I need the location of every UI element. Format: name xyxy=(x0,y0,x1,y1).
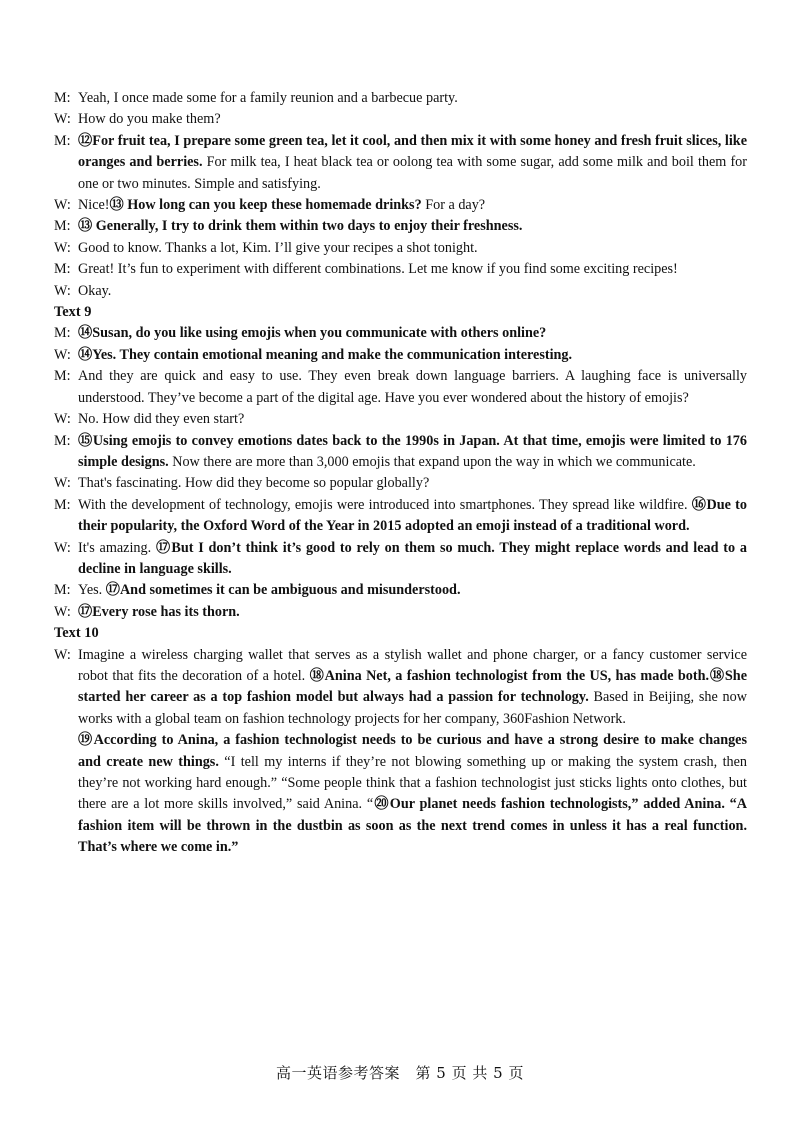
dialogue-text: With the development of technology, emojis were introduced into smartphones. They spread like wildfire. xyxy=(78,496,692,513)
speaker-label: W: xyxy=(54,411,71,428)
speaker-label: M: xyxy=(54,132,71,149)
dialogue-line xyxy=(54,131,747,195)
dialogue-text: And they are quick and easy to use. They even break down language barriers. A laughing face is universally understood. They’ve become a part of the digital age. Have you ever wondered about the history of emojis? xyxy=(78,368,747,406)
dialogue-text: For a day? xyxy=(421,197,486,214)
dialogue-text: Okay. xyxy=(78,282,112,299)
dialogue-line xyxy=(54,281,747,302)
section-heading: Text 9 xyxy=(54,304,92,321)
dialogue-line xyxy=(54,495,747,538)
dialogue-text: For milk tea, I heat black tea or oolong tea with some sugar, add some milk and boil them for one or two minutes. Simple and satisfying. xyxy=(78,154,747,192)
dialogue-text: That's fascinating. How did they become so popular globally? xyxy=(78,475,430,492)
dialogue-line xyxy=(54,538,747,581)
speaker-label: M: xyxy=(54,496,71,513)
speaker-label: M: xyxy=(54,325,71,342)
speaker-label: M: xyxy=(54,90,71,106)
dialogue-line xyxy=(54,431,747,474)
answer-key-text: ⑲According to Anina, a fashion technologist needs to be curious and have a strong desire to make changes and create new things. xyxy=(78,732,747,770)
dialogue-line xyxy=(54,88,747,109)
dialogue-line xyxy=(54,323,747,344)
dialogue-line xyxy=(54,409,747,430)
dialogue-text: How do you make them? xyxy=(78,111,221,128)
section-heading: Text 10 xyxy=(54,625,99,642)
answer-key-text: ⑯Due to their popularity, the Oxford Word of the Year in 2015 adopted an emoji instead of a traditional word. xyxy=(78,496,747,535)
speaker-label: W: xyxy=(54,603,71,620)
dialogue-line xyxy=(54,580,747,601)
dialogue-line xyxy=(54,602,747,623)
answer-key-text: ⑰But I don’t think it’s good to rely on them so much. They might replace words and lead to a decline in language skills. xyxy=(78,539,747,577)
dialogue-text: Now there are more than 3,000 emojis that expand upon the way in which we communicate. xyxy=(168,453,696,470)
speaker-label: M: xyxy=(54,261,71,278)
speaker-label: M: xyxy=(54,582,71,599)
page-footer: 高一英语参考答案 第 5 页 共 5 页 xyxy=(276,1064,524,1082)
answer-key-text: ⑫For fruit tea, I prepare some green tea, let it cool, and then mix it with some honey and fresh fruit slices, like oranges and berries. xyxy=(78,132,747,171)
answer-transcript xyxy=(54,88,747,859)
speaker-label: W: xyxy=(54,646,71,663)
dialogue-text: Good to know. Thanks a lot, Kim. I’ll give your recipes a shot tonight. xyxy=(78,239,478,256)
speaker-label: M: xyxy=(54,218,71,235)
dialogue-line xyxy=(54,345,747,366)
answer-key-text: ⑱Anina Net, a fashion technologist from the US, has made both.⑱She started her career as a top fashion model but always had a passion for technology. xyxy=(78,667,747,706)
speaker-label: W: xyxy=(54,475,71,492)
dialogue-text: Based in Beijing, she now works with a global team on fashion technology projects for her company, 360Fashion Network. xyxy=(78,689,747,727)
dialogue-text: Yes. xyxy=(78,582,106,599)
answer-key-text: ⑭Yes. They contain emotional meaning and make the communication interesting. xyxy=(78,346,573,363)
answer-key-text: ⑰And sometimes it can be ambiguous and misunderstood. xyxy=(105,582,461,599)
answer-key-text: ⑮Using emojis to convey emotions dates back to the 1990s in Japan. At that time, emojis were limited to 176 simple designs. xyxy=(78,432,747,470)
dialogue-line xyxy=(54,473,747,494)
answer-key-text: ⑰Every rose has its thorn. xyxy=(78,603,240,620)
dialogue-text: It's amazing. xyxy=(78,539,156,556)
dialogue-line xyxy=(54,259,747,280)
dialogue-text: “I tell my interns if they’re not blowing something up or making the system crash, then they’re not working hard enough.” “Some people think that a fashion technologist just sticks lights onto clothes, but there are a lot more skills involved,” said Anina. “ xyxy=(78,753,747,813)
dialogue-text: Yeah, I once made some for a family reunion and a barbecue party. xyxy=(78,90,458,106)
answer-key-text: ⑬ How long can you keep these homemade drinks? xyxy=(109,197,422,214)
dialogue-line xyxy=(54,238,747,259)
answer-key-text: ⑳Our planet needs fashion technologists,” added Anina. “A fashion item will be thrown in the dustbin as soon as the next trend comes in unless it has a real function. That’s where we come in.” xyxy=(78,796,747,856)
speaker-label: W: xyxy=(54,111,71,128)
dialogue-text: Nice! xyxy=(78,197,110,214)
speaker-label: W: xyxy=(54,239,71,256)
answer-key-text: ⑬ Generally, I try to drink them within two days to enjoy their freshness. xyxy=(78,218,523,235)
answer-key-text: ⑭Susan, do you like using emojis when you communicate with others online? xyxy=(78,325,547,342)
dialogue-text: Imagine a wireless charging wallet that serves as a stylish wallet and phone charger, or a fancy customer service robot that fits the decoration of a hotel. xyxy=(78,646,747,684)
dialogue-line xyxy=(54,366,747,409)
dialogue-line xyxy=(54,195,747,216)
dialogue-line xyxy=(54,645,747,731)
dialogue-line xyxy=(54,109,747,130)
speaker-label: W: xyxy=(54,346,71,363)
speaker-label: W: xyxy=(54,282,71,299)
speaker-label: M: xyxy=(54,432,71,449)
speaker-label: W: xyxy=(54,197,71,214)
dialogue-line xyxy=(54,216,747,237)
speaker-label: M: xyxy=(54,368,71,385)
dialogue-text: Great! It’s fun to experiment with different combinations. Let me know if you find some exciting recipes! xyxy=(78,261,678,278)
transcript-paragraph xyxy=(54,730,747,858)
dialogue-text: No. How did they even start? xyxy=(78,411,245,428)
speaker-label: W: xyxy=(54,539,71,556)
